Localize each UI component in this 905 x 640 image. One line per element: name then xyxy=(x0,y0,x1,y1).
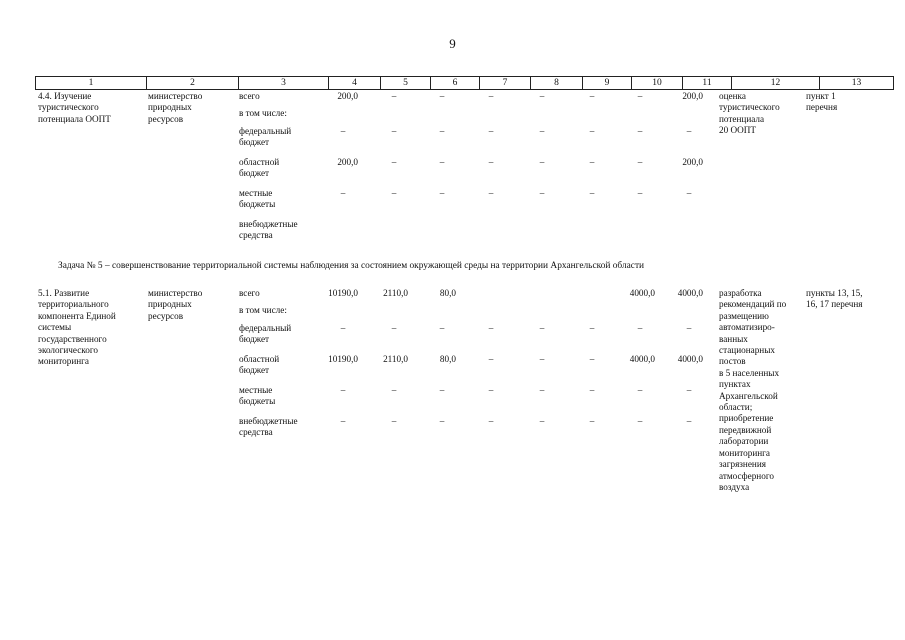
value-cell: – xyxy=(391,188,397,198)
value-cell: – xyxy=(686,126,692,136)
value-cell: – xyxy=(539,188,545,198)
value-cell: – xyxy=(488,323,494,333)
header-col-5: 5 xyxy=(381,77,431,90)
value-cell: – xyxy=(439,157,445,167)
header-col-10: 10 xyxy=(632,77,683,90)
value-cell: 2110,0 xyxy=(383,354,408,364)
funding-source-label: в том числе: xyxy=(239,305,287,315)
value-cell: – xyxy=(340,188,346,198)
header-col-1: 1 xyxy=(36,77,147,90)
value-cell: – xyxy=(539,385,545,395)
value-cell: 4000,0 xyxy=(677,288,703,298)
value-cell: – xyxy=(539,323,545,333)
value-cell: – xyxy=(539,354,545,364)
value-cell: – xyxy=(488,416,494,426)
value-cell: – xyxy=(637,157,643,167)
header-col-12: 12 xyxy=(732,77,820,90)
value-cell: – xyxy=(589,323,595,333)
value-cell: 80,0 xyxy=(439,288,456,298)
value-cell: 200,0 xyxy=(337,91,358,101)
activity-name: 4.4. Изучение туристического потенциала ООПТ xyxy=(38,91,111,124)
value-cell: 4000,0 xyxy=(629,354,655,364)
value-cell: – xyxy=(439,323,445,333)
value-cell: – xyxy=(340,416,346,426)
funding-source-label: федеральный бюджет xyxy=(239,323,292,345)
result-description: разработка рекомендаций по размещению автоматизиро- ванных стационарных постов в 5 населенных пунктах Архангельской области; приобретение передвижной лаборатории мониторинга загрязнения атмосферного воздуха xyxy=(719,288,787,492)
page-number: 9 xyxy=(449,36,456,51)
value-cell: – xyxy=(637,416,643,426)
value-cell: 200,0 xyxy=(682,91,703,101)
value-cell: – xyxy=(488,385,494,395)
reference: пункт 1 перечня xyxy=(806,91,838,113)
value-cell: – xyxy=(439,91,445,101)
task-heading: Задача № 5 – совершенствование территориальной системы наблюдения за состоянием окружающей среды на территории Архангельской области xyxy=(58,261,645,271)
funding-source-label: внебюджетные средства xyxy=(239,219,298,241)
reference: пункты 13, 15, 16, 17 перечня xyxy=(806,288,863,310)
header-col-2: 2 xyxy=(147,77,239,90)
value-cell: 4000,0 xyxy=(629,288,655,298)
funding-source-label: в том числе: xyxy=(239,108,287,118)
value-cell: – xyxy=(488,157,494,167)
value-cell: – xyxy=(589,188,595,198)
result-description: оценка туристического потенциала 20 ООПТ xyxy=(719,91,780,136)
value-cell: – xyxy=(391,323,397,333)
funding-source-label: областной бюджет xyxy=(239,157,280,179)
value-cell: – xyxy=(488,91,494,101)
value-cell: – xyxy=(340,323,346,333)
value-cell: – xyxy=(637,126,643,136)
activity-name: 5.1. Развитие территориального компонента Единой системы государственного экологического мониторинга xyxy=(38,288,116,367)
value-cell: – xyxy=(539,416,545,426)
value-cell: – xyxy=(439,385,445,395)
header-col-8: 8 xyxy=(531,77,583,90)
value-cell: – xyxy=(589,385,595,395)
funding-source-label: местные бюджеты xyxy=(239,188,276,210)
funding-source-label: внебюджетные средства xyxy=(239,416,298,438)
value-cell: – xyxy=(539,126,545,136)
value-cell: – xyxy=(488,126,494,136)
value-cell: – xyxy=(686,323,692,333)
value-cell: – xyxy=(589,91,595,101)
header-col-11: 11 xyxy=(683,77,732,90)
value-cell: – xyxy=(637,188,643,198)
value-cell: 200,0 xyxy=(682,157,703,167)
funding-source-label: областной бюджет xyxy=(239,354,280,376)
funding-source-label: всего xyxy=(239,288,260,298)
value-cell: – xyxy=(589,416,595,426)
header-col-9: 9 xyxy=(583,77,632,90)
value-cell: – xyxy=(589,157,595,167)
value-cell: – xyxy=(439,188,445,198)
header-col-7: 7 xyxy=(480,77,531,90)
value-cell: – xyxy=(686,188,692,198)
value-cell: 80,0 xyxy=(439,354,456,364)
funding-source-label: всего xyxy=(239,91,260,101)
value-cell: – xyxy=(589,126,595,136)
value-cell: – xyxy=(488,354,494,364)
value-cell: 10190,0 xyxy=(328,354,358,364)
value-cell: – xyxy=(637,385,643,395)
executor: министерство природных ресурсов xyxy=(148,91,203,124)
value-cell: – xyxy=(686,385,692,395)
value-cell: 4000,0 xyxy=(677,354,703,364)
value-cell: – xyxy=(340,126,346,136)
header-col-6: 6 xyxy=(431,77,480,90)
column-number-header xyxy=(35,76,894,90)
funding-source-label: местные бюджеты xyxy=(239,385,276,407)
value-cell: – xyxy=(686,416,692,426)
value-cell: – xyxy=(391,416,397,426)
value-cell: – xyxy=(439,126,445,136)
value-cell: – xyxy=(539,157,545,167)
funding-source-label: федеральный бюджет xyxy=(239,126,292,148)
value-cell: – xyxy=(391,157,397,167)
header-col-13: 13 xyxy=(820,77,894,90)
value-cell: – xyxy=(439,416,445,426)
value-cell: – xyxy=(637,323,643,333)
value-cell: – xyxy=(391,91,397,101)
value-cell: – xyxy=(539,91,545,101)
header-col-4: 4 xyxy=(329,77,381,90)
value-cell: 200,0 xyxy=(337,157,358,167)
value-cell: – xyxy=(637,91,643,101)
value-cell: – xyxy=(391,126,397,136)
executor: министерство природных ресурсов xyxy=(148,288,203,321)
value-cell: 2110,0 xyxy=(383,288,408,298)
value-cell: 10190,0 xyxy=(328,288,358,298)
header-col-3: 3 xyxy=(239,77,329,90)
value-cell: – xyxy=(589,354,595,364)
value-cell: – xyxy=(488,188,494,198)
value-cell: – xyxy=(340,385,346,395)
value-cell: – xyxy=(391,385,397,395)
